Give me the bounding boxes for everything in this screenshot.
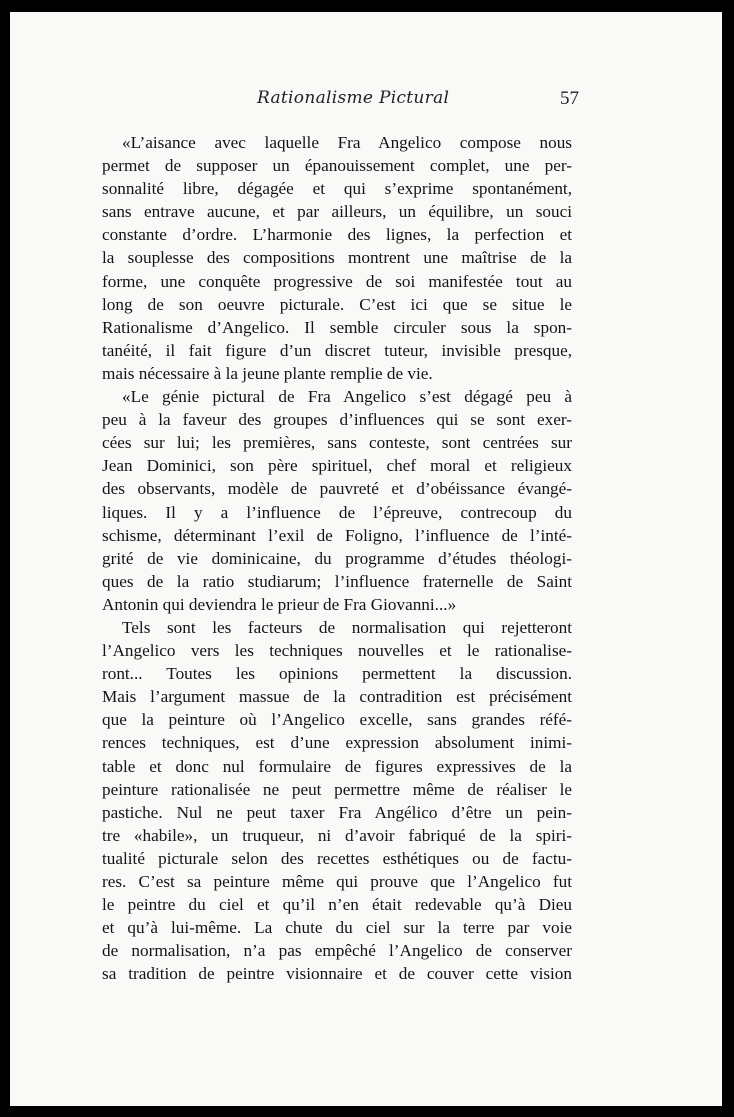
text-line: des observants, modèle de pauvreté et d’obéissance évangé- bbox=[102, 479, 572, 499]
text-line: grité de vie dominicaine, du programme d’études théologi- bbox=[102, 548, 572, 568]
text-line: tualité picturale selon des recettes esthétiques ou de factu- bbox=[102, 848, 572, 868]
text-line: Jean Dominici, son père spirituel, chef moral et religieux bbox=[102, 456, 572, 476]
text-line: tanéité, il fait figure d’un discret tuteur, invisible presque, bbox=[102, 340, 572, 360]
body-text bbox=[102, 131, 572, 985]
text-line: cées sur lui; les premières, sans conteste, sont centrées sur bbox=[102, 433, 572, 453]
text-line: sonnalité libre, dégagée et qui s’exprime spontanément, bbox=[102, 179, 572, 199]
text-line: tre «habile», un truqueur, ni d’avoir fabriqué de la spiri- bbox=[102, 825, 572, 845]
text-line: permet de supposer un épanouissement complet, une per- bbox=[102, 156, 572, 176]
running-title: Rationalisme Pictural bbox=[257, 88, 450, 108]
text-line: Rationalisme d’Angelico. Il semble circuler sous la spon- bbox=[102, 317, 572, 337]
text-line: liques. Il y a l’influence de l’épreuve, contrecoup du bbox=[102, 502, 572, 522]
text-line: peinture rationalisée ne peut permettre même de réaliser le bbox=[102, 779, 572, 799]
text-line: ques de la ratio studiarum; l’influence fraternelle de Saint bbox=[102, 571, 572, 591]
text-line: constante d’ordre. L’harmonie des lignes, la perfection et bbox=[102, 225, 572, 245]
page-number: 57 bbox=[560, 88, 579, 109]
text-line: que la peinture où l’Angelico excelle, sans grandes réfé- bbox=[102, 710, 572, 730]
page-header bbox=[10, 88, 722, 118]
text-line: rences techniques, est d’une expression absolument inimi- bbox=[102, 733, 572, 753]
text-line: table et donc nul formulaire de figures expressives de la bbox=[102, 756, 572, 776]
text-line: l’Angelico vers les techniques nouvelles et le rationalise- bbox=[102, 641, 572, 661]
text-line: «Le génie pictural de Fra Angelico s’est dégagé peu à bbox=[122, 387, 572, 407]
text-line: Antonin qui deviendra le prieur de Fra Giovanni...» bbox=[102, 594, 457, 614]
text-line: le peintre du ciel et qu’il n’en était redevable qu’à Dieu bbox=[102, 895, 572, 915]
text-line: long de son oeuvre picturale. C’est ici que se situe le bbox=[102, 294, 572, 314]
text-line: Tels sont les facteurs de normalisation qui rejetteront bbox=[122, 617, 572, 637]
text-line: peu à la faveur des groupes d’influences qui se sont exer- bbox=[102, 410, 572, 430]
text-line: «L’aisance avec laquelle Fra Angelico compose nous bbox=[122, 133, 572, 152]
text-line: et qu’à lui-même. La chute du ciel sur la terre par voie bbox=[102, 918, 572, 938]
book-page bbox=[10, 12, 722, 1106]
text-line: Mais l’argument massue de la contradition est précisément bbox=[102, 687, 572, 707]
text-line: de normalisation, n’a pas empêché l’Angelico de conserver bbox=[102, 941, 572, 961]
text-line: schisme, déterminant l’exil de Foligno, l’influence de l’inté- bbox=[102, 525, 572, 545]
text-line: res. C’est sa peinture même qui prouve que l’Angelico fut bbox=[102, 872, 572, 891]
text-line: mais nécessaire à la jeune plante remplie de vie. bbox=[102, 363, 433, 383]
text-line: la souplesse des compositions montrent une maîtrise de la bbox=[102, 248, 572, 268]
text-line: sa tradition de peintre visionnaire et de couver cette vision bbox=[102, 964, 572, 984]
text-line: pastiche. Nul ne peut taxer Fra Angélico d’être un pein- bbox=[102, 802, 572, 822]
text-line: sans entrave aucune, et par ailleurs, un équilibre, un souci bbox=[102, 202, 572, 222]
text-line: ront... Toutes les opinions permettent la discussion. bbox=[102, 664, 572, 684]
text-line: forme, une conquête progressive de soi manifestée tout au bbox=[102, 271, 572, 291]
